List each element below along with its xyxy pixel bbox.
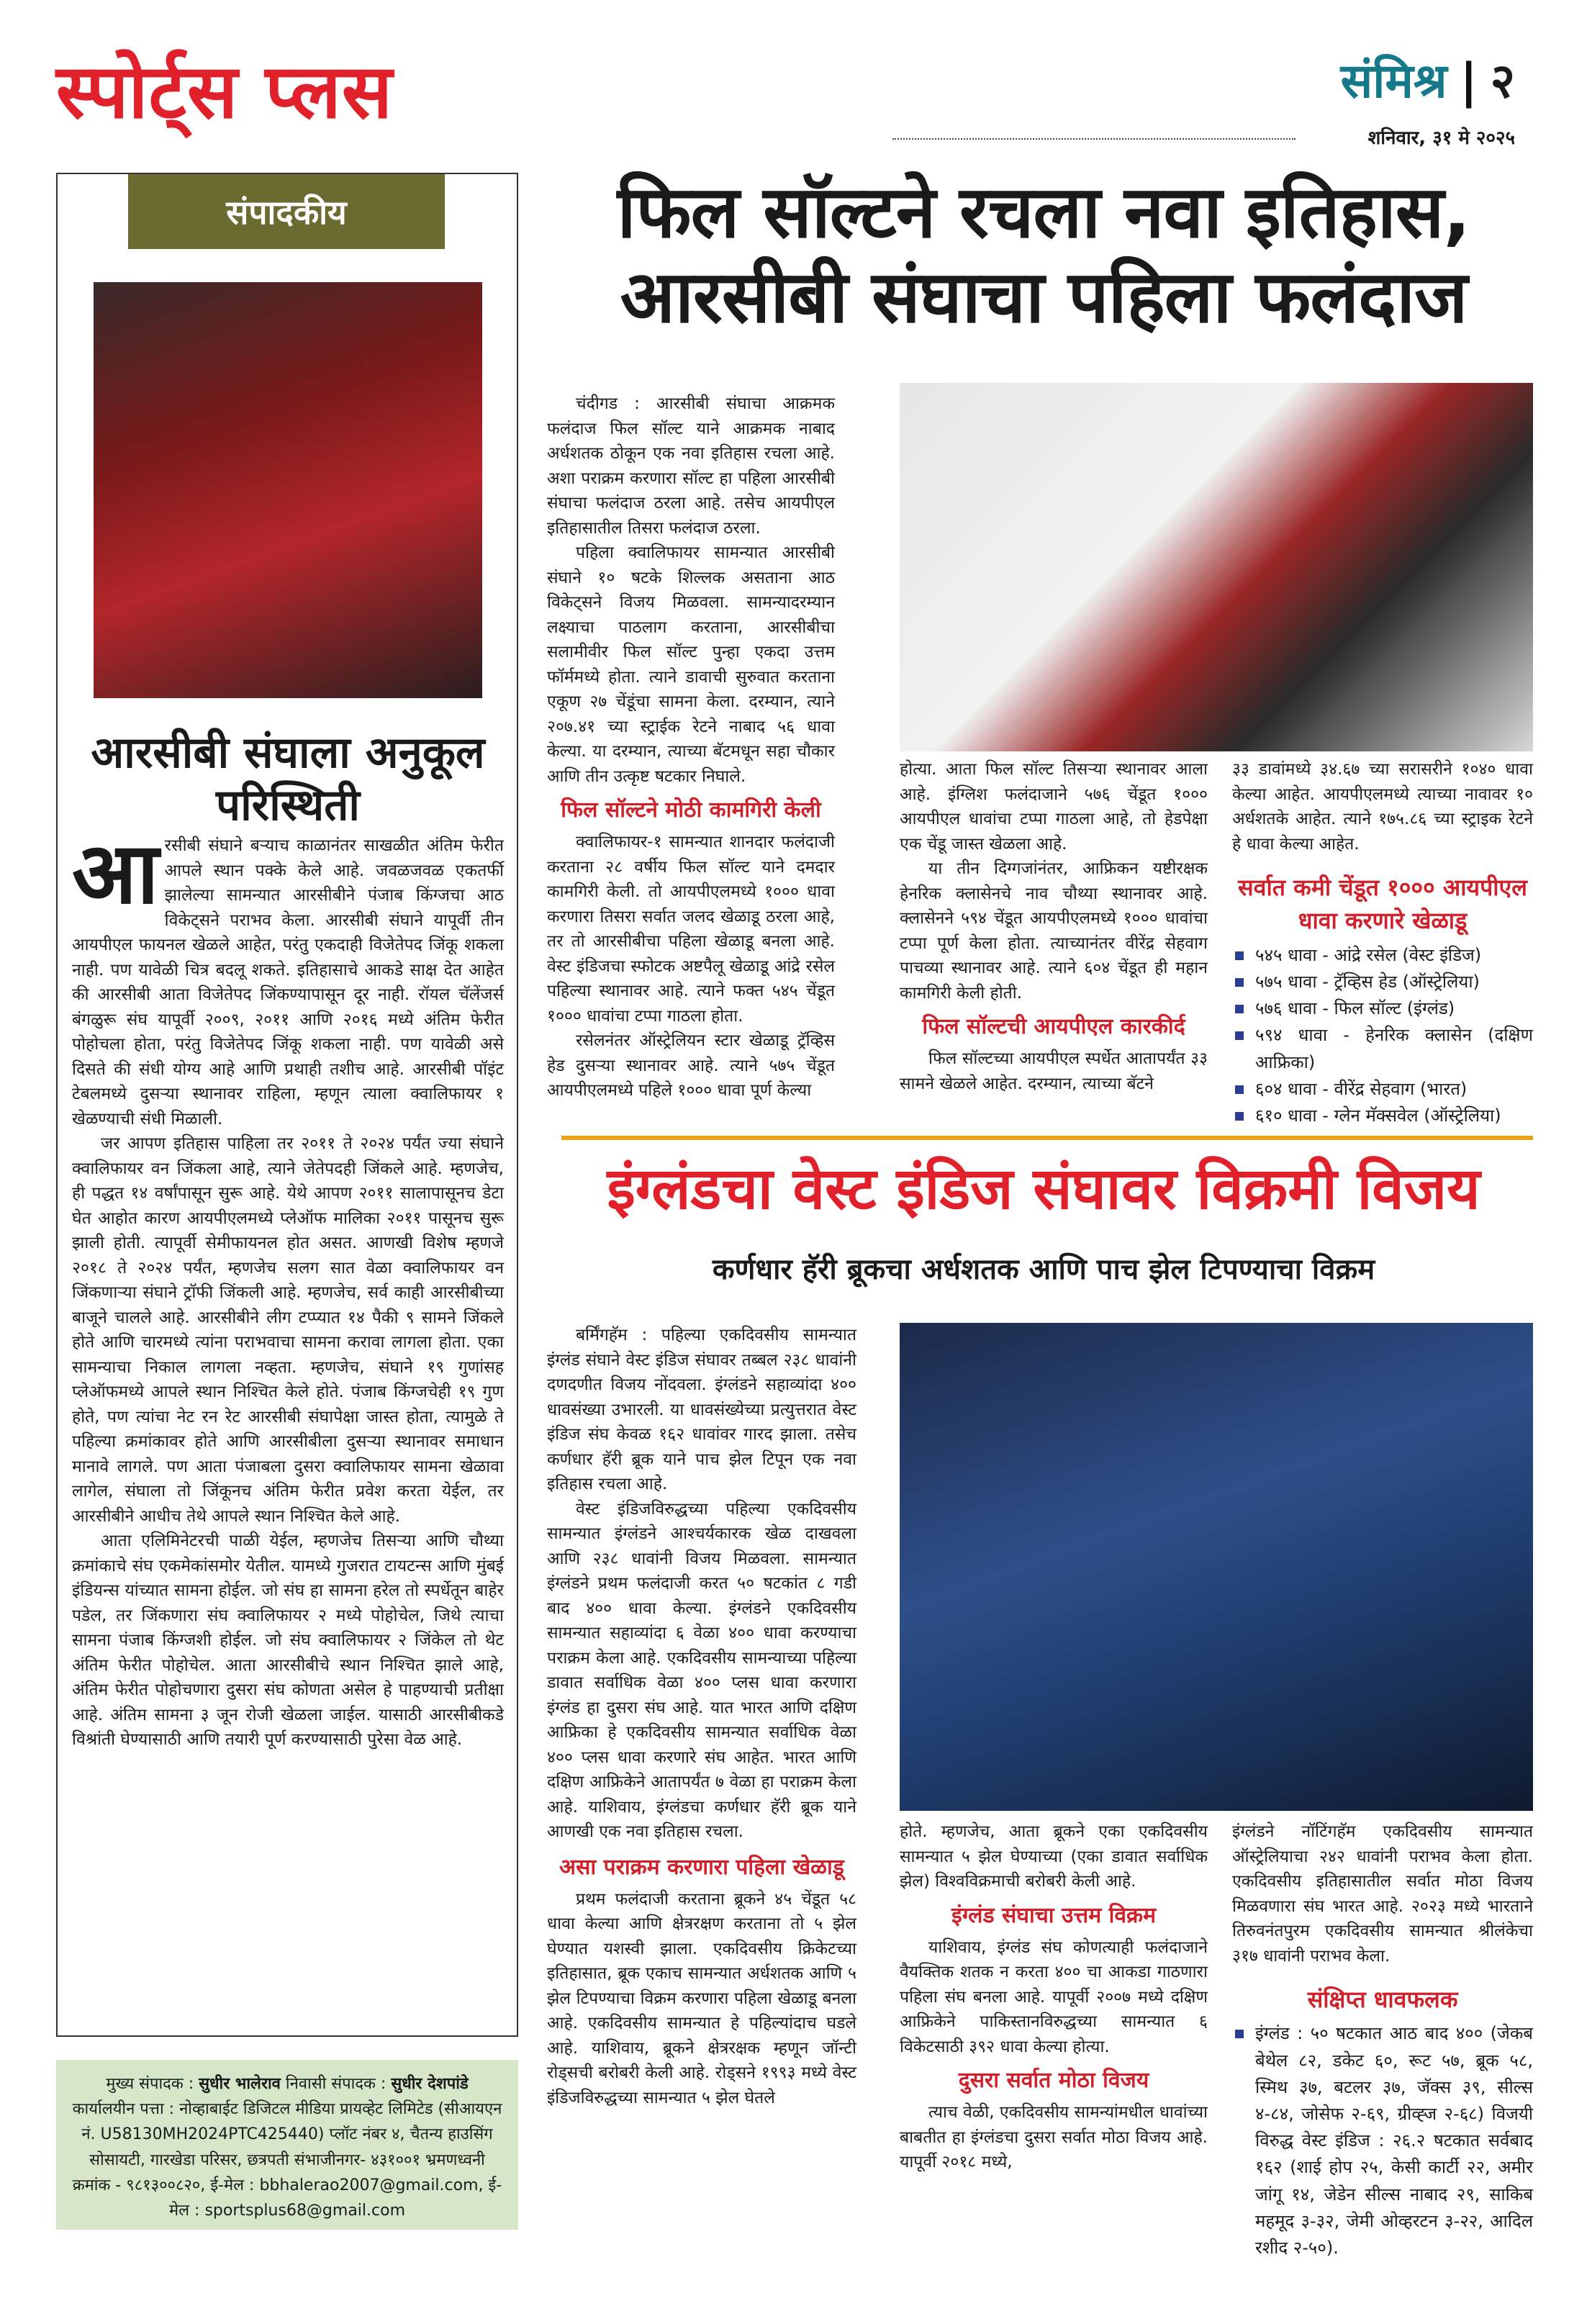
- story2-subhead: इंग्लंड संघाचा उत्तम विक्रम: [951, 1902, 1157, 1928]
- story2-photo: [900, 1323, 1533, 1811]
- editorial-paragraph: रसीबी संघाने बऱ्याच काळानंतर साखळीत अंतिम फेरीत आपले स्थान पक्के केले आहे. जवळजवळ एकतर्फी झालेल्या सामन्यात आरसीबीने पंजाब किंग्जचा आठ विकेट्सने पराभव केला. आरसीबी संघाने यापूर्वी तीन आयपीएल फायनल खेळले आहेत, परंतु एकदाही विजेतेपद जिंकू शकला नाही. पण यावेळी चित्र बदलू शकते. इतिहासाचे आकडे साक्ष देत आहेत की आरसीबी आता विजेतेपद जिंकण्यापासून दूर नाही. रॉयल चॅलेंजर्स बंगळुरू संघ यापूर्वी २००९, २०११ आणि २०१६ मध्ये अंतिम फेरीत पोहोचला होता, परंतु विजेतेपद जिंकू शकला नाही. पण यावेळी असे दिसते की संधी योग्य आहे आणि प्रथाही तशीच आहे. आरसीबी पॉइंट टेबलमध्ये दुसऱ्या स्थानावर राहिला, म्हणून त्याला क्वालिफायर १ खेळण्याची संधी मिळाली.: [72, 836, 504, 1129]
- story1-paragraph: फिल सॉल्टच्या आयपीएल स्पर्धेत आतापर्यंत ३३ सामने खेळले आहेत. दरम्यान, त्याच्या बॅटने: [900, 1049, 1208, 1093]
- editorial-paragraph: आता एलिमिनेटरची पाळी येईल, म्हणजेच तिसऱ्या आणि चौथ्या क्रमांकाचे संघ एकमेकांसमोर येतील. यामध्ये गुजरात टायटन्स आणि मुंबई इंडियन्स यांच्यात सामना होईल. जो संघ हा सामना हरेल तो स्पर्धेतून बाहेर पडेल, तर जिंकणारा संघ क्वालिफायर २ मध्ये पोहोचेल, जिथे त्याचा सामना पंजाब किंग्जशी होईल. जो संघ क्वालिफायर २ जिंकेल तो थेट अंतिम फेरीत पोहोचेल. आता आरसीबीचे स्थान निश्चित झाले आहे, अंतिम फेरीत पोहोचणारा दुसरा संघ कोणता असेल हे पाहण्याची प्रतीक्षा आहे. अंतिम सामना ३ जून रोजी खेळला जाईल. यासाठी आरसीबीकडे विश्रांती घेण्यासाठी आणि तयारी पूर्ण करण्यासाठी पुरेसा वेळ आहे.: [72, 1532, 504, 1749]
- editor-line: [71, 2071, 504, 2097]
- story1-paragraph: पहिला क्वालिफायर सामन्यात आरसीबी संघाने १० षटके शिल्लक असताना आठ विकेट्सने विजय मिळवला. सामन्यादरम्यान लक्ष्याचा पाठलाग करताना, आरसीबीचा सलामीवीर फिल सॉल्ट पुन्हा एकदा उत्तम फॉर्ममध्ये होता. त्याने डावाची सुरुवात करताना एकूण २७ चेंडूंचा सामना केला. दरम्यान, त्याने २०७.४१ च्या स्ट्राईक रेटने नाबाद ५६ धावा केल्या. या दरम्यान, त्याच्या बॅटमधून सहा चौकार आणि तीन उत्कृष्ट षटकार निघाले.: [547, 543, 835, 786]
- story2-paragraph: याशिवाय, इंग्लंड संघ कोणत्याही फलंदाजाने वैयक्तिक शतक न करता ४०० चा आकडा गाठणारा पहिला संघ बनला आहे. यापूर्वी २००७ मध्ये दक्षिण आफ्रिकेने पाकिस्तानविरुद्धच्या सामन्यात ६ विकेटसाठी ३९२ धावा केल्या होत्या.: [900, 1938, 1208, 2056]
- records-list: [1232, 942, 1533, 1129]
- issue-date: शनिवार, ३१ मे २०२५: [1367, 127, 1515, 149]
- list-item: ५९४ धावा - हेनरिक क्लासेन (दक्षिण आफ्रिका): [1232, 1022, 1533, 1075]
- story1-subhead: फिल सॉल्टची आयपीएल कारकीर्द: [922, 1014, 1185, 1039]
- records-list-title: सर्वात कमी चेंडूत १००० आयपीएल धावा करणारे खेळाडू: [1238, 874, 1527, 935]
- scorecard-text: इंग्लंड : ५० षटकात आठ बाद ४०० (जेकब बेथेल ८२, डकेट ६०, रूट ५७, ब्रूक ५८, स्मिथ ३७, बटलर ३७, जॅक्स ३९, सील्स ४-८४, जोसेफ २-६९, ग्रीव्ह्ज २-६८) विजयी विरुद्ध वेस्ट इंडिज : २६.२ षटकात सर्वबाद १६२ (शाई होप २५, केसी कार्टी २२, अमीर जांगू १४, जेडेन सील्स नाबाद २९, साकिब महमूद ३-३२, जेमी ओव्हरटन ३-२२, आदिल रशीद २-५०).: [1232, 2020, 1533, 2261]
- header-rule: [892, 138, 1296, 140]
- story1-paragraph: या तीन दिग्गजांनंतर, आफ्रिकन यष्टीरक्षक हेनरिक क्लासेनचे नाव चौथ्या स्थानावर आहे. क्लासेनने ५९४ चेंडूत आयपीएलमध्ये १००० धावांचा टप्पा पूर्ण केला होता. त्याच्यानंतर वीरेंद्र सेहवाग पाचव्या स्थानावर आहे. त्याने ६०४ चेंडूत ही महान कामगिरी केली होती.: [900, 859, 1208, 1003]
- resident-label: निवासी संपादक :: [280, 2075, 392, 2093]
- page-number: २: [1490, 53, 1515, 109]
- story1-photo: [900, 383, 1533, 751]
- scorecard-title: संक्षिप्त धावफलक: [1307, 1986, 1458, 2013]
- editorial-paragraph: जर आपण इतिहास पाहिला तर २०११ ते २०२४ पर्यंत ज्या संघाने क्वालिफायर वन जिंकला आहे, त्याने जेतेपदही जिंकले आहे. म्हणजेच, ही पद्धत १४ वर्षांपासून सुरू आहे. येथे आपण २०११ सालापासूनच डेटा घेत आहोत कारण आयपीएलमध्ये प्लेऑफ मालिका २०११ पासूनच सुरू झाली होती. त्यापूर्वी सेमीफायनल होत असत. आणखी विशेष म्हणजे २०१८ ते २०२४ पर्यंत, म्हणजेच सलग सात वेळा क्वालिफायर वन जिंकणाऱ्या संघाने ट्रॉफी जिंकली आहे. म्हणजेच, सर्व काही आरसीबीच्या बाजूने चालले आहे. आरसीबीने लीग टप्प्यात १४ पैकी ९ सामने जिंकले होते आणि चारमध्ये त्यांना पराभवाचा सामना करावा लागला होता. एका सामन्याचा निकाल लागला नव्हता. म्हणजेच, संघाने १९ गुणांसह प्लेऑफमध्ये आपले स्थान निश्चित केले होते. पंजाब किंग्जचेही १९ गुण होते, पण त्यांचा नेट रन रेट आरसीबी संघापेक्षा जास्त होता, त्यामुळे ते पहिल्या क्रमांकावर होते आणि आरसीबीला दुसऱ्या स्थानावर समाधान मानावे लागले. पण आता पंजाबला दुसरा क्वालिफायर सामना खेळावा लागेल, संघाला तो जिंकूनच अंतिम फेरीत प्रवेश करता येईल, तर आरसीबीने आधीच तेथे आपले स्थान निश्चित केले आहे.: [72, 1134, 504, 1526]
- story2-subheadline: कर्णधार हॅरी ब्रूकचा अर्धशतक आणि पाच झेल टिपण्याचा विक्रम: [712, 1253, 1375, 1286]
- story1-column-2: [900, 757, 1208, 1096]
- section-header: [1340, 53, 1515, 109]
- resident-editor-name: सुधीर देशपांडे: [391, 2075, 469, 2093]
- editor-name: सुधीर भालेराव: [199, 2075, 281, 2093]
- story2-paragraph: इंग्लंडने नॉटिंगहॅम एकदिवसीय सामन्यात ऑस्ट्रेलियाचा २४२ धावांनी पराभव केला होता. एकदिवसीय इतिहासातील सर्वात मोठा विजय मिळवणारा संघ भारत आहे. २०२३ मध्ये भारताने तिरुवनंतपुरम एकदिवसीय सामन्यात श्रीलंकेचा ३१७ धावांनी पराभव केला.: [1232, 1822, 1533, 1966]
- story2-subhead: दुसरा सर्वात मोठा विजय: [958, 2068, 1149, 2093]
- list-item: ५४५ धावा - आंद्रे रसेल (वेस्ट इंडिज): [1232, 942, 1533, 969]
- office-address: कार्यालयीन पत्ता : नोव्हाबाईट डिजिटल मीडिया प्रायव्हेट लिमिटेड (सीआयएन नं. U58130MH2024PTC425440) प्लॉट नंबर ४, चैतन्य हाउसिंग सोसायटी, गारखेडा परिसर, छत्रपती संभाजीनगर- ४३१००१ भ्रमणध्वनी क्रमांक - ९८१३००८२०, ई-मेल : bbhalerao2007@gmail.com, ई-मेल : sportsplus68@gmail.com: [72, 2100, 502, 2220]
- drop-cap: आ: [72, 823, 159, 923]
- story2-column-3: [1232, 1819, 1533, 2261]
- story2-paragraph: होते. म्हणजेच, आता ब्रूकने एका एकदिवसीय सामन्यात ५ झेल घेण्याच्या (एका डावात सर्वाधिक झेल) विश्वविक्रमाची बरोबरी केली आहे.: [900, 1822, 1208, 1891]
- scorecard-list: [1232, 2020, 1533, 2261]
- story1-paragraph: होत्या. आता फिल सॉल्ट तिसऱ्या स्थानावर आला आहे. इंग्लिश फलंदाजाने ५७६ चेंडूत १००० आयपीएल धावांचा टप्पा गाठला आहे, तो हेडपेक्षा एक चेंडू जास्त खेळला आहे.: [900, 760, 1208, 854]
- list-item: ६१० धावा - ग्लेन मॅक्सवेल (ऑस्ट्रेलिया): [1232, 1103, 1533, 1129]
- story1-subhead: फिल सॉल्टने मोठी कामगिरी केली: [561, 797, 821, 823]
- story2-subhead: असा पराक्रम करणारा पहिला खेळाडू: [559, 1854, 844, 1880]
- imprint-box: [56, 2060, 518, 2230]
- story2-paragraph: बर्मिंगहॅम : पहिल्या एकदिवसीय सामन्यात इंग्लंड संघाने वेस्ट इंडिज संघावर तब्बल २३८ धावांनी दणदणीत विजय नोंदवला. इंग्लंडने सहाव्यांदा ४०० धावसंख्या उभारली. या धावसंख्येच्या प्रत्युत्तरात वेस्ट इंडिज संघ केवळ १६२ धावांवर गारद झाला. तसेच कर्णधार हॅरी ब्रूक याने पाच झेल टिपून एक नवा इतिहास रचला आहे.: [547, 1326, 856, 1493]
- story1-paragraph: चंदीगड : आरसीबी संघाचा आक्रमक फलंदाज फिल सॉल्ट याने आक्रमक नाबाद अर्धशतक ठोकून एक नवा इतिहास रचला आहे. अशा पराक्रम करणारा सॉल्ट हा पहिला आरसीबी संघाचा फलंदाज ठरला आहे. तसेच आयपीएल इतिहासातील तिसरा फलंदाज ठरला.: [547, 394, 835, 538]
- story1-column-1: [547, 392, 835, 1103]
- section-name: संमिश्र: [1340, 53, 1447, 109]
- story1-paragraph: क्वालिफायर-१ सामन्यात शानदार फलंदाजी करताना २८ वर्षीय फिल सॉल्ट याने दमदार कामगिरी केली. तो आयपीएलमध्ये १००० धावा करणारा तिसरा सर्वात जलद खेळाडू ठरला आहे, तर तो आरसीबीचा पहिला खेळाडू बनला आहे. वेस्ट इंडिजचा स्फोटक अष्टपैलू खेळाडू आंद्रे रसेल पहिल्या स्थानावर आहे. त्याने फक्त ५४५ चेंडूत १००० धावांचा टप्पा गाठला होता.: [547, 833, 835, 1026]
- list-item: ५७५ धावा - ट्रॅव्हिस हेड (ऑस्ट्रेलिया): [1232, 969, 1533, 995]
- story2-headline: इंग्लंडचा वेस्ट इंडिज संघावर विक्रमी विजय: [607, 1155, 1480, 1222]
- story1-paragraph: रसेलनंतर ऑस्ट्रेलियन स्टार खेळाडू ट्रॅव्हिस हेड दुसऱ्या स्थानावर आहे. त्याने ५७५ चेंडूत आयपीएलमध्ये पहिले १००० धावा पूर्ण केल्या: [547, 1031, 835, 1100]
- editorial-body: [72, 823, 504, 1753]
- story1-paragraph: ३३ डावांमध्ये ३४.६७ च्या सरासरीने १०४० धावा केल्या आहेत. आयपीएलमध्ये त्याच्या नावावर १० अर्धशतके आहेत. त्याने १७५.८६ च्या स्ट्राइक रेटने हे धावा केल्या आहेत.: [1232, 760, 1533, 854]
- brand-logo: स्पोर्ट्स प्लस: [56, 47, 394, 135]
- story2-column-1: [547, 1323, 856, 2110]
- story2-paragraph: त्याच वेळी, एकदिवसीय सामन्यांमधील धावांच्या बाबतीत हा इंग्लंडचा दुसरा सर्वात मोठा विजय आहे. यापूर्वी २०१८ मध्ये,: [900, 2103, 1208, 2171]
- list-item: ५७६ धावा - फिल सॉल्ट (इंग्लंड): [1232, 995, 1533, 1022]
- story2-column-2: [900, 1819, 1208, 2175]
- section-separator: [561, 1136, 1533, 1140]
- divider: |: [1460, 53, 1478, 109]
- editorial-photo: [94, 282, 482, 698]
- editorial-title: आरसीबी संघाला अनुकूल परिस्थिती: [91, 728, 485, 831]
- list-item: ६०४ धावा - वीरेंद्र सेहवाग (भारत): [1232, 1076, 1533, 1103]
- story1-column-3: [1232, 757, 1533, 1129]
- story2-paragraph: प्रथम फलंदाजी करताना ब्रूकने ४५ चेंडूत ५८ धावा केल्या आणि क्षेत्ररक्षण करताना तो ५ झेल घेण्यात यशस्वी झाला. एकदिवसीय क्रिकेटच्या इतिहासात, ब्रूक एकाच सामन्यात अर्धशतक आणि ५ झेल टिपण्याचा विक्रम करणारा पहिला खेळाडू बनला आहे. एकदिवसीय सामन्यात हे पहिल्यांदाच घडले आहे. याशिवाय, ब्रूकने क्षेत्ररक्षक म्हणून जॉन्टी रोड्सची बरोबरी केली आहे. रोड्सने १९९३ मध्ये वेस्ट इंडिजविरुद्धच्या सामन्यात ५ झेल घेतले: [547, 1889, 856, 2107]
- story2-paragraph: वेस्ट इंडिजविरुद्धच्या पहिल्या एकदिवसीय सामन्यात इंग्लंडने आश्चर्यकारक खेळ दाखवला आणि २३८ धावांनी विजय मिळवला. सामन्यात इंग्लंडने प्रथम फलंदाजी करत ५० षटकांत ८ गडी बाद ४०० धावा केल्या. इंग्लंडने एकदिवसीय सामन्यात सहाव्यांदा ६ वेळा ४०० धावा करण्याचा पराक्रम केला आहे. एकदिवसीय सामन्याच्या पहिल्या डावात सर्वाधिक वेळा ४०० प्लस धावा करणारा इंग्लंड हा दुसरा संघ आहे. यात भारत आणि दक्षिण आफ्रिका हे एकदिवसीय सामन्यात सर्वाधिक वेळा ४०० प्लस धावा करणारे संघ आहेत. भारत आणि दक्षिण आफ्रिकेने आतापर्यंत ७ वेळा हा पराक्रम केला आहे. याशिवाय, इंग्लंडचा कर्णधार हॅरी ब्रूक याने आणखी एक नवा इतिहास रचला.: [547, 1499, 856, 1841]
- editor-label: मुख्य संपादक :: [106, 2075, 199, 2093]
- story1-headline: फिल सॉल्टने रचला नवा इतिहास, आरसीबी संघाचा पहिला फलंदाज: [617, 170, 1470, 339]
- editorial-tab: संपादकीय: [128, 174, 445, 249]
